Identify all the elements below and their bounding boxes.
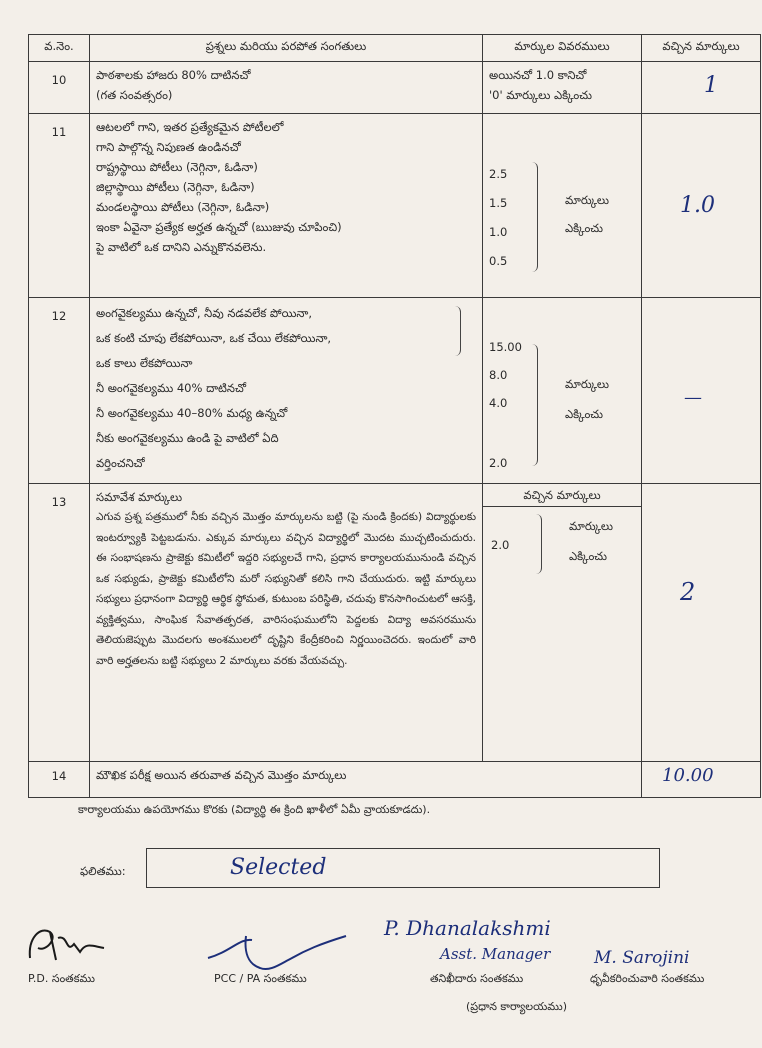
marks-label: ఎక్కించు (565, 221, 604, 235)
question-line: మండలస్థాయి పోటీలు (నెగ్గినా, ఓడినా) (96, 200, 270, 214)
question-line: మౌఖిక పరీక్ష అయిన తరువాత వచ్చిన మొత్తం మార్కులు (96, 768, 347, 782)
marks-value: 4.0 (489, 396, 508, 410)
table-row (29, 484, 761, 762)
question-line: ఒక కంటి చూపు లేకపోయినా, ఒక చేయి లేకపోయినా, (96, 331, 332, 345)
table-row (29, 62, 761, 114)
pcc-signature-label: PCC / PA సంతకము (214, 972, 307, 985)
question-line: ఇంకా ఏవైనా ప్రత్యేక అర్హత ఉన్నచో (ఋజువు చూపించి) (96, 220, 342, 234)
handwritten-marks: 1.0 (680, 193, 715, 218)
marks-table (28, 34, 761, 798)
row-marks-obtained (642, 762, 761, 798)
question-line: గాని పాల్గొన్న నిపుణత ఉండినచో (96, 140, 241, 154)
row-marks-detail (483, 484, 642, 762)
row-marks-detail (483, 298, 642, 484)
table-row (29, 114, 761, 298)
marks-value: 0.5 (489, 254, 508, 268)
row-marks-obtained (642, 298, 761, 484)
question-line: (గత సంవత్సరం) (96, 88, 173, 102)
row-question (90, 62, 483, 114)
marks-value: 8.0 (489, 368, 508, 382)
result-label: ఫలితము: (80, 864, 126, 878)
marks-subheader: వచ్చిన మార్కులు (483, 484, 641, 507)
question-title: సమావేశ మార్కులు (96, 490, 183, 504)
marks-label: మార్కులు (565, 377, 609, 391)
question-line: జిల్లాస్థాయి పోటీలు (నెగ్గినా, ఓడినా) (96, 180, 255, 194)
reviewer-signature-label: తనిఖీదారు సంతకము (430, 972, 524, 985)
row-marks-obtained (642, 114, 761, 298)
row-marks-obtained (642, 484, 761, 762)
question-line: ఒక కాలు లేకపోయినా (96, 356, 193, 370)
question-line: నీ అంగవైకల్యము 40% దాటినచో (96, 381, 247, 395)
pd-signature-label: P.D. సంతకము (28, 972, 95, 985)
curly-brace-icon (527, 344, 538, 466)
marks-line: అయినచో 1.0 కానిచో (489, 68, 587, 82)
question-line: ఆటలలో గాని, ఇతర ప్రత్యేకమైన పోటీలలో (96, 120, 284, 134)
row-question (90, 762, 642, 798)
row-question (90, 298, 483, 484)
question-paragraph: ఎగువ ప్రశ్న పత్రములో నీకు వచ్చిన మొత్తం మార్కులను బట్టి (పై నుండి క్రిందకు) విద్యార్థులకు ఇంటర్వ్యూకి పెట్టబడును. ఎక్కువ మార్కులు వచ్చిన విద్యార్థిలో మొదట ముచ్చటించుదురు. ఈ సంభాషణను ప్రాజెక్టు కమిటీలో ఇద్దరి సభ్యులచే గాని, ప్రధాన కార్యాలయమునుండి వచ్చిన ఒక సభ్యుడు, ప్రాజెక్టు కమిటీలోని మరో సభ్యునితో కలిసి గాని చేయుదురు. ఇట్టి మార్కులు సభ్యులు ప్రధానంగా విద్యార్థి ఆర్థిక స్థోమత, కుటుంబ పరిస్థితి, చదువు కొనసాగించుటలో ఆసక్తి, వ్యక్తిత్వము, సాంఘిక సేవాతత్పరత, వారిసంఘములోని పెద్దలకు విద్యా అవసరమును తెలియజెప్పుట మొదలగు అంశములలో దృష్టిని కేంద్రీకరించి నిర్ణయించెదరు. ఇందులో వారి వారి అర్హతలను బట్టి సభ్యులు 2 మార్కులు వరకు వేయవచ్చు. (96, 511, 476, 667)
handwritten-marks: 2 (680, 578, 696, 606)
col-header-question: ప్రశ్నలు మరియు పరపోత సంగతులు (90, 35, 483, 62)
marks-label: ఎక్కించు (565, 407, 604, 421)
row-number: 14 (29, 762, 90, 798)
table-row (29, 762, 761, 798)
marks-value: 2.0 (489, 456, 508, 470)
pd-signature-image (20, 918, 110, 968)
marks-value: 2.0 (491, 538, 510, 552)
result-box (146, 848, 660, 888)
row-number: 11 (29, 114, 90, 298)
row-marks-detail (483, 114, 642, 298)
office-use-note: కార్యాలయము ఉపయోగము కొరకు (విద్యార్థి ఈ క్రింది ఖాళీలో ఏమీ వ్రాయకూడదు). (78, 803, 431, 816)
col-header-no: వ.నెం. (29, 35, 90, 62)
question-line: రాష్ట్రస్థాయి పోటీలు (నెగ్గినా, ఓడినా) (96, 160, 258, 174)
reviewer-designation: Asst. Manager (440, 945, 551, 963)
marks-values (489, 160, 507, 276)
marks-value: 1.5 (489, 196, 508, 210)
question-line: పై వాటిలో ఒక దానిని ఎన్నుకొనవలెను. (96, 240, 267, 254)
handwritten-marks: 1 (704, 73, 718, 98)
col-header-marks-obtained: వచ్చిన మార్కులు (642, 35, 761, 62)
curly-brace-icon (531, 514, 542, 574)
approver-signature-label: ధృవీకరించువారి సంతకము (590, 972, 705, 985)
handwritten-result: Selected (230, 855, 327, 880)
handwritten-total-marks: 10.00 (662, 765, 714, 786)
row-number: 13 (29, 484, 90, 762)
marks-line: '0' మార్కులు ఎక్కించు (489, 88, 592, 102)
table-row (29, 298, 761, 484)
row-question (90, 114, 483, 298)
row-question (90, 484, 483, 762)
row-number: 10 (29, 62, 90, 114)
marks-label: ఎక్కించు (569, 549, 608, 563)
curly-brace-icon (527, 162, 538, 272)
table-header-row (29, 35, 761, 62)
question-line: వర్తించనిచో (96, 456, 145, 470)
col-header-marks-detail: మార్కుల వివరములు (483, 35, 642, 62)
row-marks-obtained (642, 62, 761, 114)
curly-brace-icon (450, 306, 461, 356)
head-office-label: (ప్రధాన కార్యాలయము) (466, 1000, 567, 1013)
row-number: 12 (29, 298, 90, 484)
handwritten-marks: — (684, 387, 702, 408)
marks-value: 1.0 (489, 225, 508, 239)
approver-signature: M. Sarojini (594, 948, 690, 968)
question-line: పాఠశాలకు హాజరు 80% దాటినచో (96, 68, 251, 82)
reviewer-signature: P. Dhanalakshmi (384, 916, 551, 940)
question-line: అంగవైకల్యము ఉన్నచో, నీవు నడవలేక పోయినా, (96, 306, 313, 320)
marks-value: 15.00 (489, 340, 522, 354)
marks-label: మార్కులు (569, 519, 613, 533)
row-marks-detail (483, 62, 642, 114)
marks-label: మార్కులు (565, 193, 609, 207)
question-line: నీకు అంగవైకల్యము ఉండి పై వాటిలో ఏది (96, 431, 279, 445)
question-line: నీ అంగవైకల్యము 40–80% మధ్య ఉన్నచో (96, 406, 288, 420)
marks-value: 2.5 (489, 167, 508, 181)
